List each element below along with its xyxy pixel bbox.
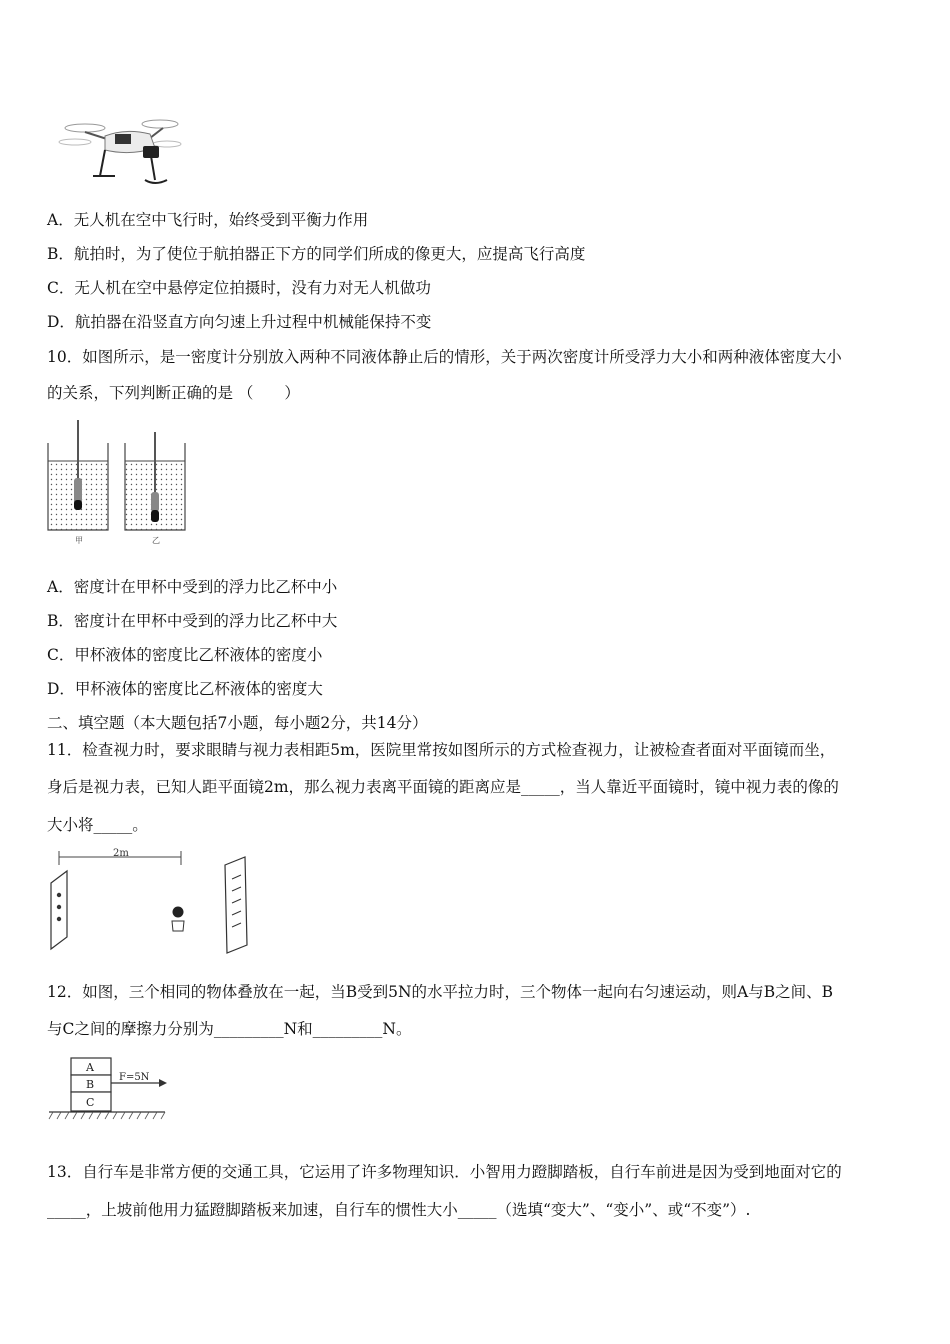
q10-option-d: D．甲杯液体的密度比乙杯液体的密度大 [47, 680, 323, 698]
q10-stem-line1: 10．如图所示，是一密度计分别放入两种不同液体静止后的情形，关于两次密度计所受浮力大小和两种液体密度大小 [47, 348, 842, 366]
drone-image [55, 110, 185, 190]
cup-label-right: 乙 [152, 536, 160, 545]
q11-stem-line1: 11．检查视力时，要求眼睛与视力表相距5m，医院里常按如图所示的方式检查视力，让被检查者面对平面镜而坐， [47, 741, 836, 759]
q9-option-d: D．航拍器在沿竖直方向匀速上升过程中机械能保持不变 [47, 313, 432, 331]
q13-stem-line2: _____，上坡前他用力猛蹬脚踏板来加速，自行车的惯性大小_____（选填“变大”、“变小”、或“不变”）. [47, 1201, 751, 1219]
q10-option-c: C．甲杯液体的密度比乙杯液体的密度小 [47, 646, 323, 664]
block-a-label: A [86, 1061, 94, 1074]
q12-stem-line2: 与C之间的摩擦力分别为_________N和_________N。 [47, 1020, 412, 1038]
block-c-label: C [86, 1096, 95, 1109]
q9-option-c: C．无人机在空中悬停定位拍摄时，没有力对无人机做功 [47, 279, 431, 297]
q12-stem-line1: 12．如图，三个相同的物体叠放在一起，当B受到5N的水平拉力时，三个物体一起向右匀速运动，则A与B之间、B [47, 983, 834, 1001]
q10-stem-line2: 的关系，下列判断正确的是 （ ） [47, 384, 300, 402]
q9-option-b: B．航拍时，为了使位于航拍器正下方的同学们所成的像更大，应提高飞行高度 [47, 245, 586, 263]
q11-stem-line3: 大小将_____。 [47, 816, 148, 834]
q10-option-b: B．密度计在甲杯中受到的浮力比乙杯中大 [47, 612, 338, 630]
section-heading: 二、填空题（本大题包括7小题，每小题2分，共14分） [47, 714, 428, 732]
q13-stem-line1: 13．自行车是非常方便的交通工具，它运用了许多物理知识．小智用力蹬脚踏板，自行车前进是因为受到地面对它的 [47, 1163, 842, 1181]
q9-option-a: A．无人机在空中飞行时，始终受到平衡力作用 [47, 211, 369, 229]
distance-label: 2m [113, 848, 129, 859]
q11-stem-line2: 身后是视力表，已知人距平面镜2m，那么视力表离平面镜的距离应是_____，当人靠近平面镜时，镜中视力表的像的 [47, 778, 839, 796]
q10-option-a: A．密度计在甲杯中受到的浮力比乙杯中小 [47, 578, 338, 596]
vision-test-figure [45, 845, 255, 957]
hydrometer-figure [45, 418, 195, 548]
stacked-blocks-figure [45, 1052, 175, 1124]
cup-label-left: 甲 [75, 536, 83, 545]
block-b-label: B [86, 1078, 95, 1091]
force-label: F=5N [119, 1072, 150, 1083]
